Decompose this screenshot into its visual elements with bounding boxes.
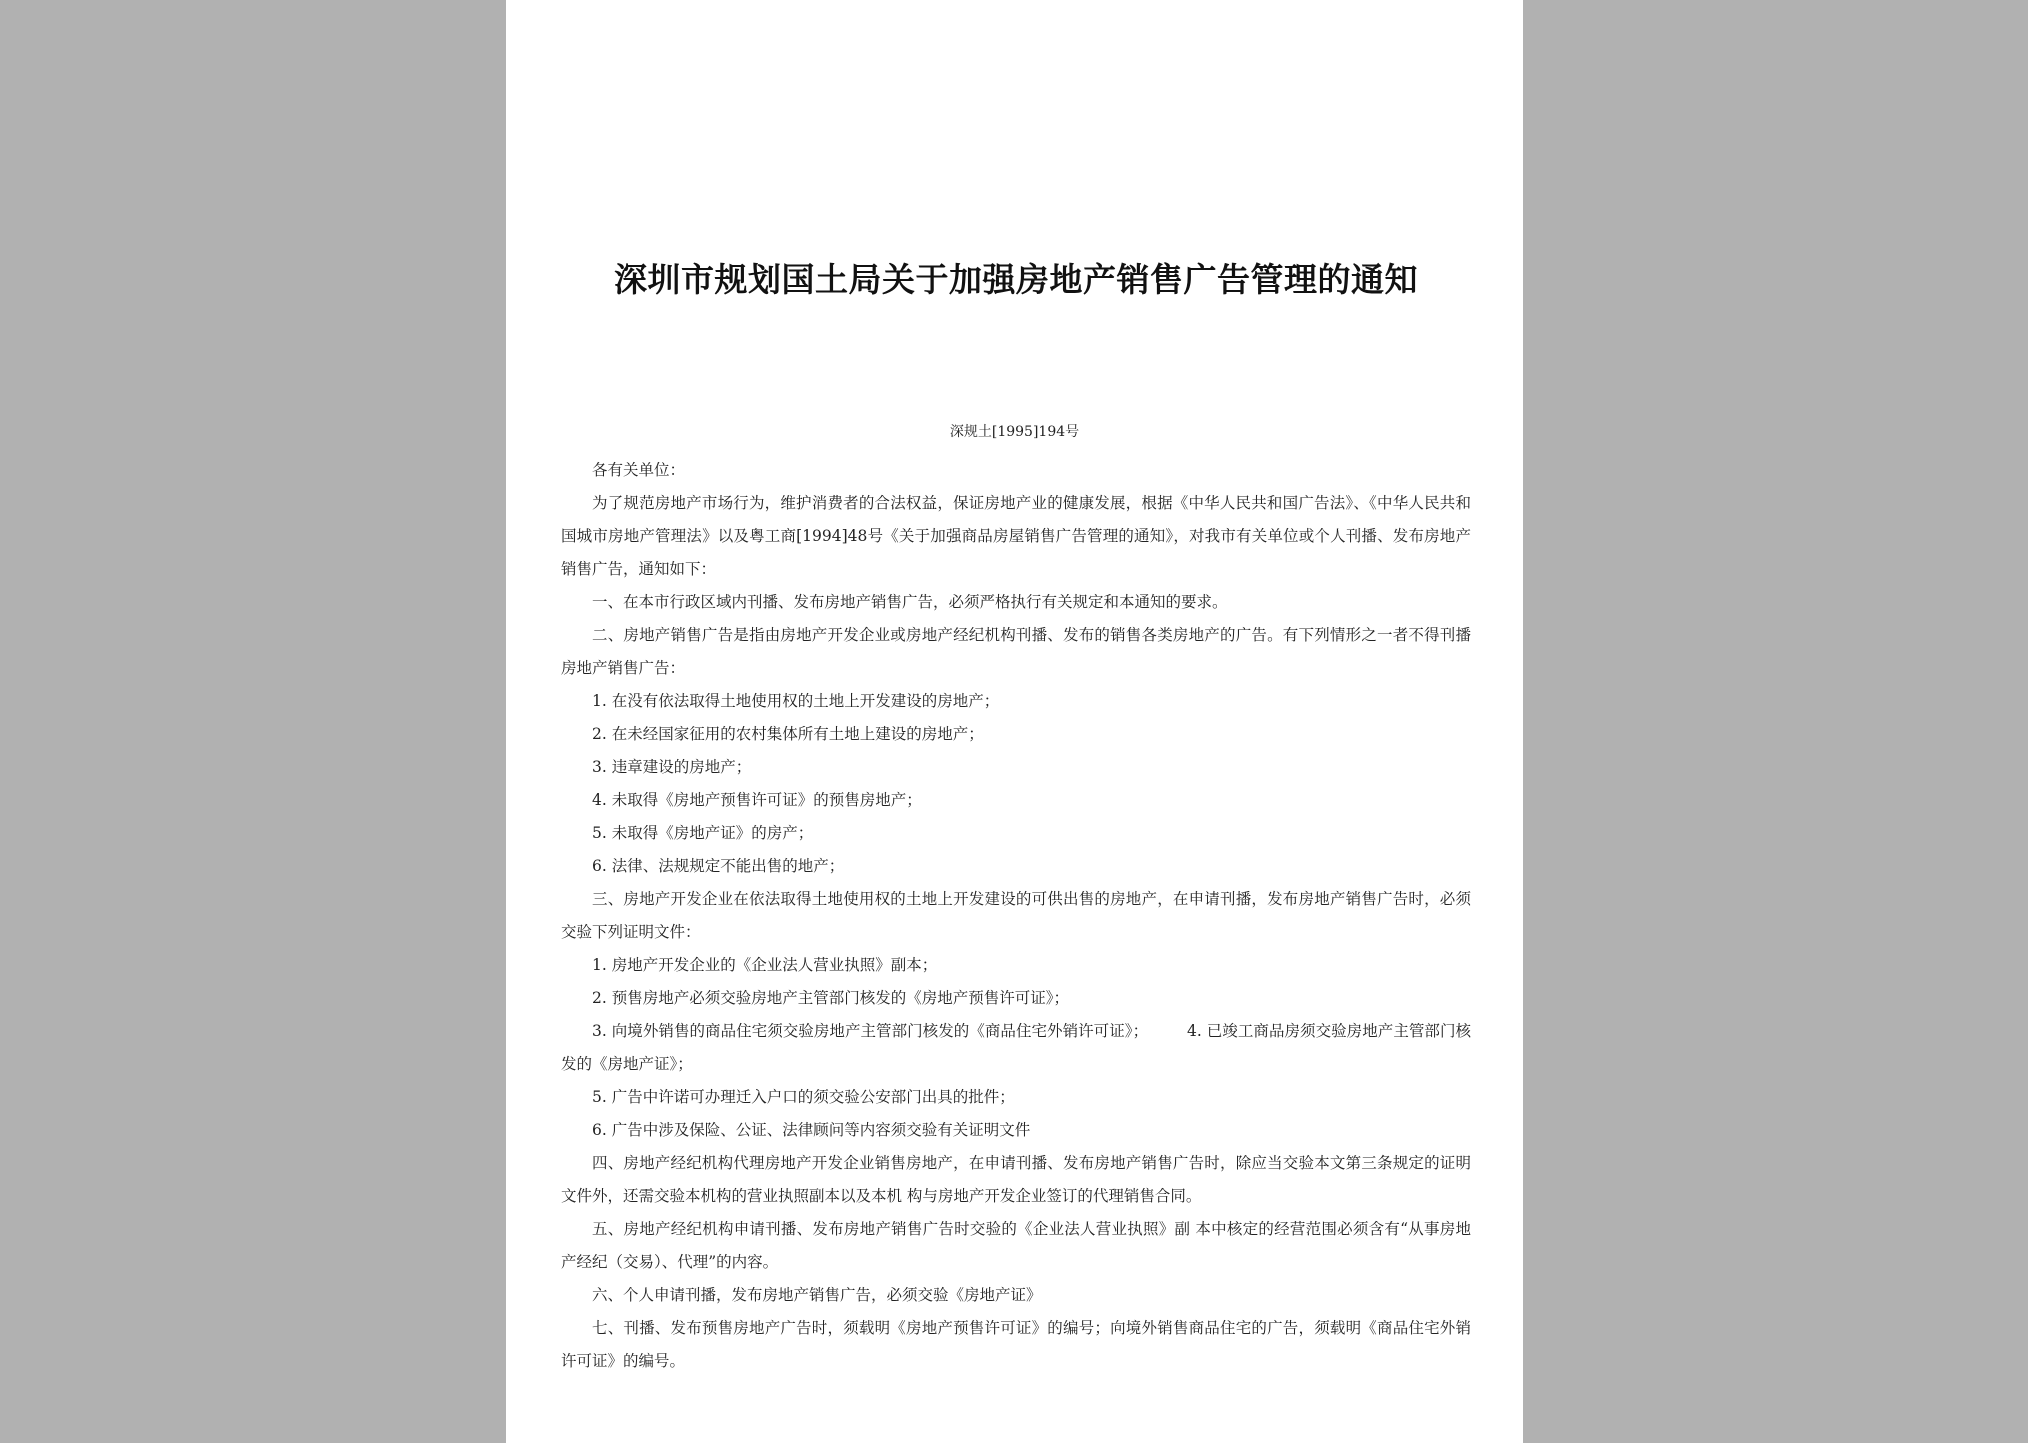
list-item: 3. 向境外销售的商品住宅须交验房地产主管部门核发的《商品住宅外销许可证》； 4. 已竣工商品房须交验房地产主管部门核发的《房地产证》； [561,1022,1471,1073]
list-item: 5. 广告中许诺可办理迁入户口的须交验公安部门出具的批件； [592,1088,1015,1106]
document-title: 深圳市规划国土局关于加强房地产销售广告管理的通知 [614,260,1418,299]
paragraph-article-4: 四、房地产经纪机构代理房地产开发企业销售房地产，在申请刊播、发布房地产销售广告时，除应当交验本文第三条规定的证明文件外，还需交验本机构的营业执照副本以及本机 构与房地产开发企业签订的代理销售合同。 [561,1154,1471,1205]
document-page [506,0,1523,1443]
list-item: 4. 未取得《房地产预售许可证》的预售房地产； [592,791,922,809]
list-item: 1. 在没有依法取得土地使用权的土地上开发建设的房地产； [592,692,1000,710]
paragraph-article-6: 六、个人申请刊播，发布房地产销售广告，必须交验《房地产证》 [592,1286,1042,1304]
paragraph-article-5: 五、房地产经纪机构申请刊播、发布房地产销售广告时交验的《企业法人营业执照》副 本中核定的经营范围必须含有“从事房地产经纪（交易）、代理”的内容。 [561,1220,1471,1271]
paragraph-article-3: 三、房地产开发企业在依法取得土地使用权的土地上开发建设的可供出售的房地产，在申请刊播，发布房地产销售广告时，必须交验下列证明文件： [561,890,1471,941]
list-item: 2. 在未经国家征用的农村集体所有土地上建设的房地产； [592,725,984,743]
paragraph-article-2: 二、房地产销售广告是指由房地产开发企业或房地产经纪机构刊播、发布的销售各类房地产的广告。有下列情形之一者不得刊播房地产销售广告： [561,626,1471,677]
list-item: 6. 法律、法规规定不能出售的地产； [592,857,845,875]
list-item: 6. 广告中涉及保险、公证、法律顾问等内容须交验有关证明文件 [592,1121,1031,1139]
paragraph-intro: 为了规范房地产市场行为，维护消费者的合法权益，保证房地产业的健康发展，根据《中华人民共和国广告法》、《中华人民共和国城市房地产管理法》以及粤工商[1994]48号《关于加强商品房屋销售广告管理的通知》，对我市有关单位或个人刊播、发布房地产销售广告，通知如下： [561,494,1471,578]
list-item: 3. 违章建设的房地产； [592,758,752,776]
paragraph-article-7: 七、刊播、发布预售房地产广告时，须载明《房地产预售许可证》的编号；向境外销售商品住宅的广告，须载明《商品住宅外销许可证》的编号。 [561,1319,1471,1370]
list-item: 2. 预售房地产必须交验房地产主管部门核发的《房地产预售许可证》； [592,989,1069,1007]
paragraph-article-1: 一、在本市行政区域内刊播、发布房地产销售广告，必须严格执行有关规定和本通知的要求。 [592,593,1228,611]
document-body [561,454,1471,1378]
list-item: 5. 未取得《房地产证》的房产； [592,824,814,842]
salutation: 各有关单位： [592,461,686,479]
document-number: 深规土[1995]194号 [949,424,1080,440]
list-item: 1. 房地产开发企业的《企业法人营业执照》副本； [592,956,938,974]
